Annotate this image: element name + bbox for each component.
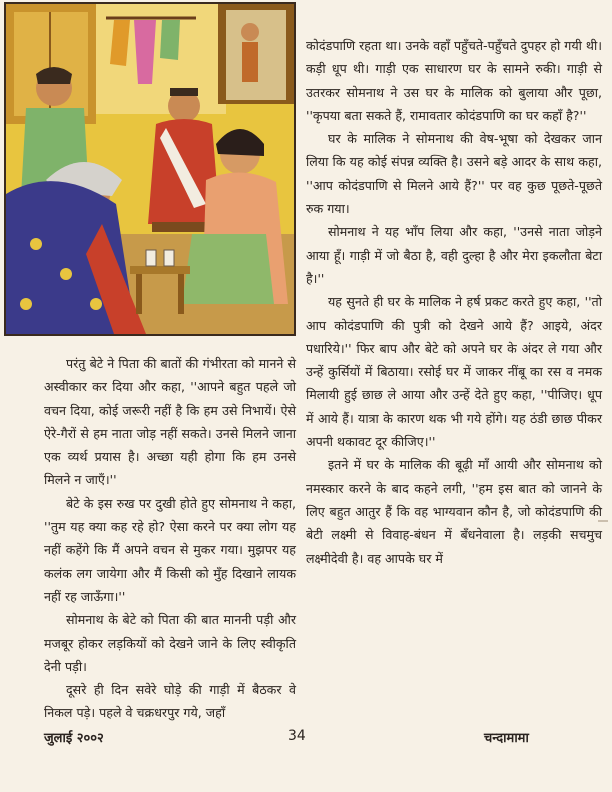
left-paragraph-2: बेटे के इस रुख पर दुखी होते हुए सोमनाथ ने कहा, ''तुम यह क्या कह रहे हो? ऐसा करने पर क्या लोग यह नहीं कहेंगे कि मैं अपने वचन से मुकर गया। मुझपर यह कलंक लग जायेगा और मैं किसी को मुँह दिखाने लायक नहीं रह जाऊँगा।'' — [44, 495, 296, 604]
right-paragraph-5: इतने में घर के मालिक की बूढ़ी माँ आयी और सोमनाथ को नमस्कार करने के बाद कहने लगी, ''हम इस बात को जानने के लिए बहुत आतुर हैं कि वह भाग्यवान कौन है, जो कोदंडपाणि की बेटी लक्ष्मी से विवाह-बंधन में बँधनेवाला है। लड़की सचमुच लक्ष्मीदेवी है। वह आपके घर में — [306, 457, 602, 566]
left-paragraph-4: दूसरे ही दिन सवेरे घोड़े की गाड़ी में बैठकर वे निकल पड़े। पहले वे चक्रधरपुर गये, जहाँ — [44, 682, 296, 721]
right-paragraph-3: सोमनाथ ने यह भाँप लिया और कहा, ''उनसे नाता जोड़ने आया हूँ। गाड़ी में जो बैठा है, वही दुल्हा है और मेरा इकलौता बेटा है।'' — [306, 224, 602, 286]
footer-issue-date: जुलाई २००२ — [44, 731, 104, 746]
footer-magazine-name: चन्दामामा — [484, 731, 529, 746]
left-paragraph-1: परंतु बेटे ने पिता की बातों की गंभीरता को मानने से अस्वीकार कर दिया और कहा, ''आपने बहुत पहले जो वचन दिया, कोई जरूरी नहीं है कि हम उसे निभायें। ऐसे ऐरे-गैरों से हम नाता जोड़ नहीं सकते। उनसे मिलने जाना एक व्यर्थ प्रयास है। अच्छा यही होगा कि हम उनसे मिलने न जाएँ।'' — [44, 356, 296, 488]
right-paragraph-1: कोदंडपाणि रहता था। उनके वहाँ पहुँचते-पहुँचते दुपहर हो गयी थी। कड़ी धूप थी। गाड़ी एक साधारण घर के सामने रुकी। गाड़ी से उतरकर सोमनाथ ने उस घर के मालिक को बुलाया और पूछा, ''कृपया बता सकते हैं, रामावतार कोदंडपाणि का घर कहाँ है?'' — [306, 38, 602, 123]
right-paragraph-4: यह सुनते ही घर के मालिक ने हर्ष प्रकट करते हुए कहा, ''तो आप कोदंडपाणि की पुत्री को देखने आये हैं? आइये, अंदर पधारिये।'' फिर बाप और बेटे को अपने घर के अंदर ले गया और उन्हें कुर्सियों में बिठाया। रसोई घर में जाकर नींबू का रस व नमक मिलायी हुई छाछ ले आया और उन्हें देते हुए कहा, ''पीजिए। धूप में आये हैं। यात्रा के कारण थक भी गये होंगे। यह ठंडी छाछ पीकर अपनी थकावट दूर कीजिए।'' — [306, 294, 602, 450]
page-edge-mark — [598, 520, 608, 522]
left-paragraph-3: सोमनाथ के बेटे को पिता की बात माननी पड़ी और मजबूर होकर लड़कियों को देखने जाने के लिए स्वीकृति देनी पड़ी। — [44, 612, 296, 674]
right-paragraph-2: घर के मालिक ने सोमनाथ की वेष-भूषा को देखकर जान लिया कि यह कोई संपन्न व्यक्ति है। उसने बड़े आदर के साथ कहा, ''आप कोदंडपाणि से मिलने आये हैं?'' पर वह कुछ पूछते-पूछते रुक गया। — [306, 131, 602, 217]
footer-page-number: 34 — [288, 728, 306, 744]
illustration-drawing — [6, 4, 294, 334]
story-illustration — [4, 2, 296, 336]
right-text-column — [306, 34, 602, 570]
left-text-column — [44, 352, 296, 725]
